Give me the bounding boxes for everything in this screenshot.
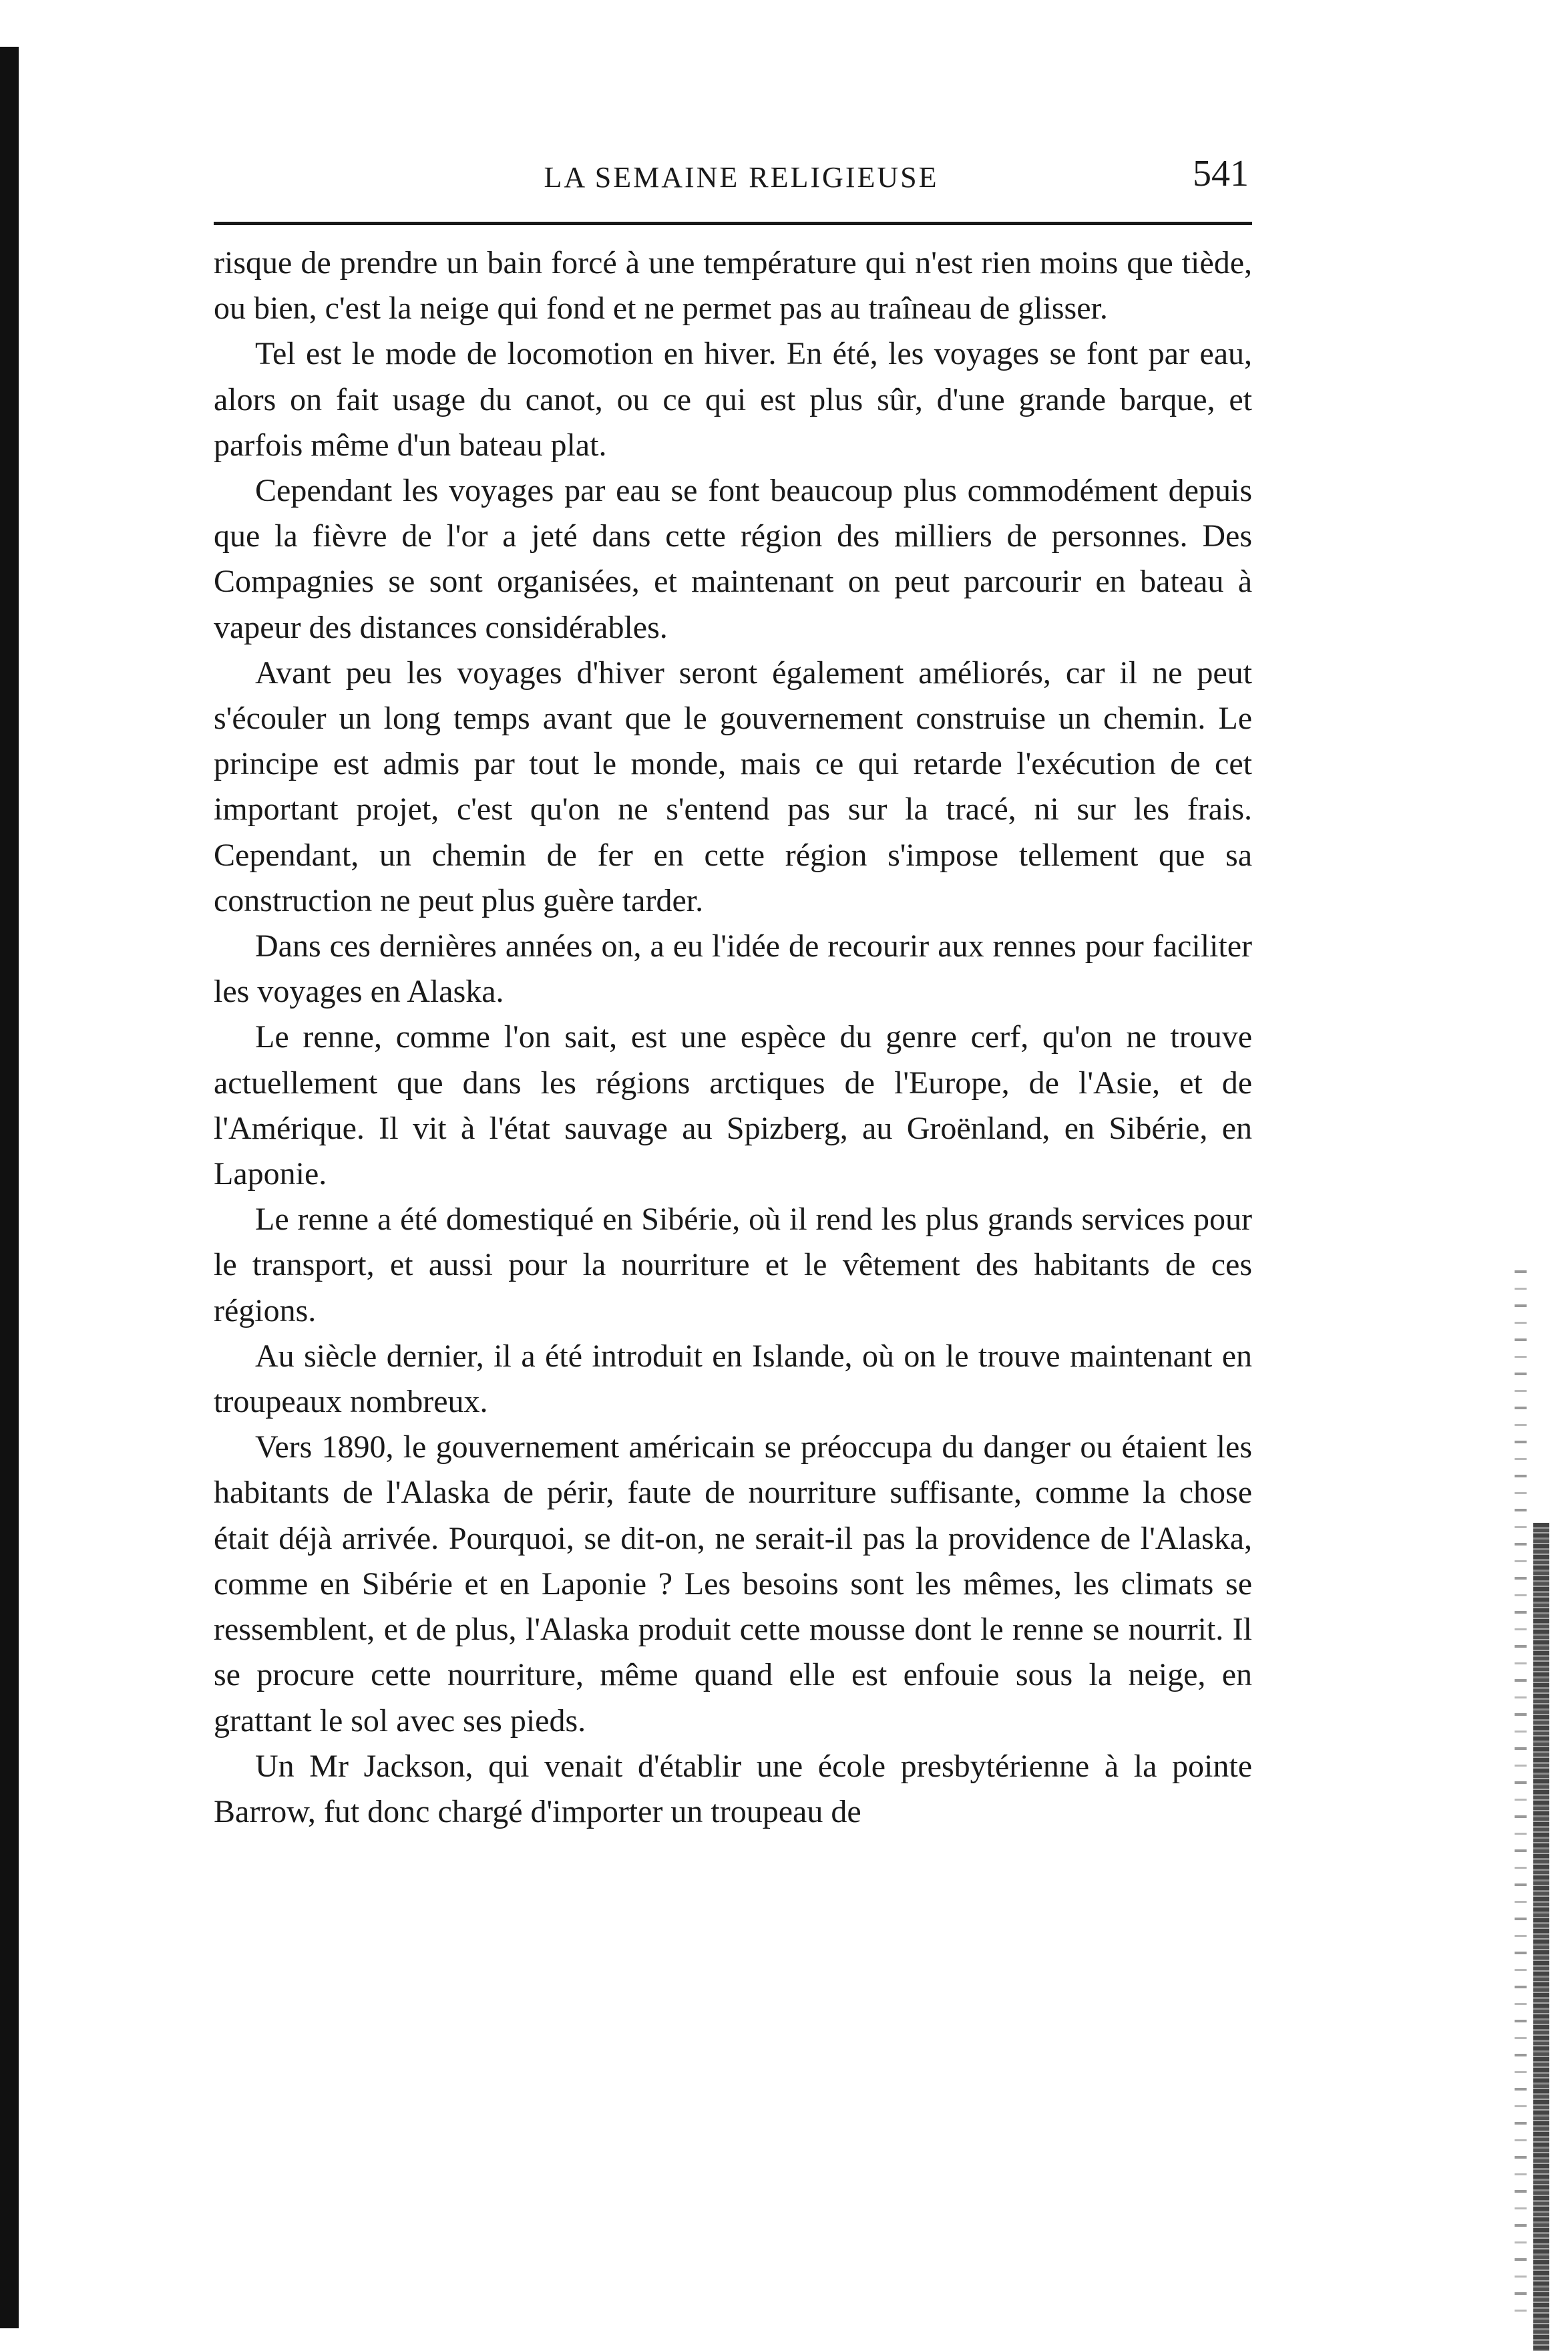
header-rule — [214, 222, 1252, 225]
paragraph: Au siècle dernier, il a été introduit en Islande, où on le trouve maintenant en troupeaux nombreux. — [214, 1338, 1252, 1420]
paragraph: Avant peu les voyages d'hiver seront également améliorés, car il ne peut s'écouler un long temps avant que le gouvernement construise un chemin. Le principe est admis par tout le monde, mais ce qui retarde l'exécution de cet important projet, c'est qu'on ne s'entend pas sur la tracé, ni sur les frais. Cependant, un chemin de fer en cette région s'impose tellement que sa construction ne peut plus guère tarder. — [214, 655, 1252, 918]
running-title: LA SEMAINE RELIGIEUSE — [544, 161, 939, 194]
paragraph: Cependant les voyages par eau se font beaucoup plus commodément depuis que la fièvre de l'or a jeté dans cette région des milliers de personnes. Des Compagnies se sont organisées, et maintenant on peut parcourir en bateau à vapeur des distances considérables. — [214, 473, 1252, 645]
paragraph: Un Mr Jackson, qui venait d'établir une école presbytérienne à la pointe Barrow, fut donc chargé d'importer un troupeau de — [214, 1748, 1252, 1829]
paragraph: Tel est le mode de locomotion en hiver. En été, les voyages se font par eau, alors on fait usage du canot, ou ce qui est plus sûr, d'une grande barque, et parfois même d'un bateau plat. — [214, 336, 1252, 463]
paragraph: Dans ces dernières années on, a eu l'idée de recourir aux rennes pour faciliter les voyages en Alaska. — [214, 928, 1252, 1010]
scan-right-edge — [1533, 1523, 1549, 2351]
paragraph: risque de prendre un bain forcé à une température qui n'est rien moins que tiède, ou bien, c'est la neige qui fond et ne permet pas au traîneau de glisser. — [214, 245, 1252, 327]
scan-right-speckle — [1515, 1256, 1527, 2324]
paragraph: Le renne a été domestiqué en Sibérie, où il rend les plus grands services pour le transport, et aussi pour la nourriture et le vêtement des habitants de ces régions. — [214, 1202, 1252, 1328]
paragraph: Le renne, comme l'on sait, est une espèce du genre cerf, qu'on ne trouve actuellement que dans les régions arctiques de l'Europe, de l'Asie, et de l'Amérique. Il vit à l'état sauvage au Spizberg, au Groënland, en Sibérie, en Laponie. — [214, 1019, 1252, 1192]
page-body — [214, 240, 1252, 1835]
paragraph: Vers 1890, le gouvernement américain se préoccupa du danger ou étaient les habitants de l'Alaska de périr, faute de nourriture suffisante, comme la chose était déjà arrivée. Pourquoi, se dit-on, ne serait-il pas la providence de l'Alaska, comme en Sibérie et en Laponie ? Les besoins sont les mêmes, les climats se ressemblent, et de plus, l'Alaska produit cette mousse dont le renne se nourrit. Il se procure cette nourriture, même quand elle est enfouie sous la neige, en grattant le sol avec ses pieds. — [214, 1429, 1252, 1739]
page-number: 541 — [1193, 153, 1249, 194]
scan-left-edge — [0, 47, 19, 2328]
running-header — [234, 152, 1249, 206]
